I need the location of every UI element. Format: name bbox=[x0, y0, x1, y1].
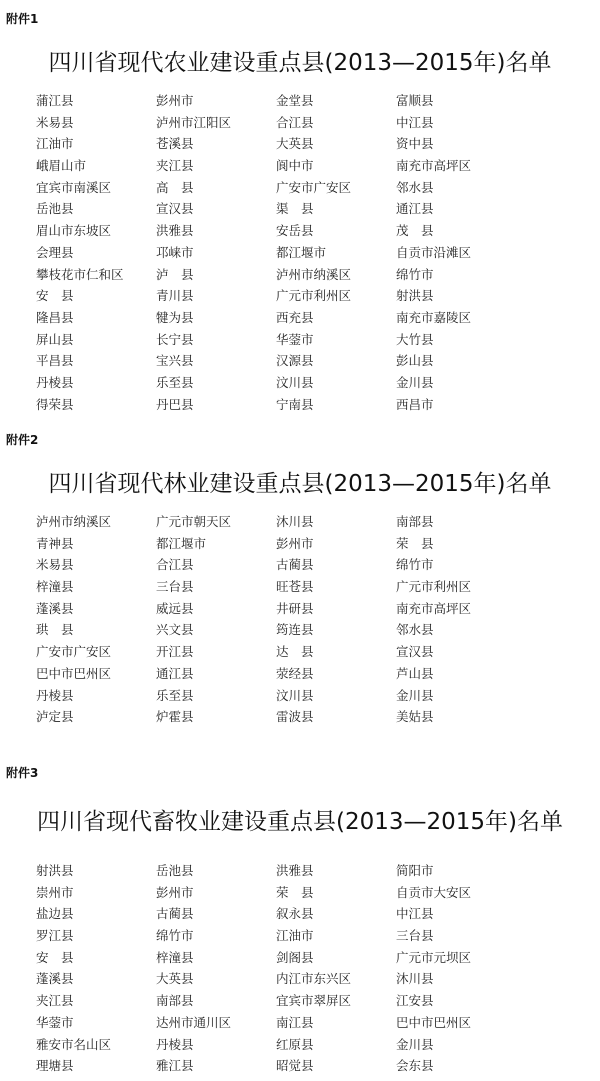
county-name: 大英县 bbox=[156, 971, 194, 987]
county-name: 泸州市纳溪区 bbox=[276, 266, 352, 282]
county-name: 南部县 bbox=[396, 514, 434, 529]
county-name: 射洪县 bbox=[396, 288, 434, 304]
county-name: 隆昌县 bbox=[36, 309, 74, 325]
county-name: 旺苍县 bbox=[276, 579, 314, 595]
list-row bbox=[36, 90, 596, 112]
county-name: 梓潼县 bbox=[156, 949, 194, 965]
county-name: 中江县 bbox=[396, 114, 434, 130]
attachment-label: 附件2 bbox=[6, 433, 39, 447]
county-name: 南部县 bbox=[156, 993, 194, 1009]
county-name: 富顺县 bbox=[396, 93, 434, 108]
county-name: 都江堰市 bbox=[276, 244, 327, 260]
county-name: 丹棱县 bbox=[156, 1036, 194, 1052]
county-name: 自贡市沿滩区 bbox=[396, 244, 472, 260]
county-name: 青神县 bbox=[36, 535, 74, 551]
county-name: 泸 县 bbox=[156, 266, 194, 282]
list-row bbox=[36, 264, 596, 286]
county-name: 威远县 bbox=[156, 600, 194, 616]
county-name: 丹棱县 bbox=[36, 687, 74, 703]
list-row bbox=[36, 112, 596, 134]
list-row bbox=[36, 685, 596, 707]
list-row bbox=[36, 925, 596, 947]
county-name: 岳池县 bbox=[156, 863, 194, 878]
county-name: 井研县 bbox=[276, 600, 314, 616]
county-name: 珙 县 bbox=[36, 622, 74, 638]
county-name: 通江县 bbox=[156, 665, 194, 681]
county-name: 洪雅县 bbox=[276, 863, 314, 878]
county-name: 达州市通川区 bbox=[156, 1014, 232, 1030]
attachment-label: 附件1 bbox=[6, 12, 39, 26]
county-name: 屏山县 bbox=[36, 331, 74, 347]
county-name: 绵竹市 bbox=[396, 266, 434, 282]
county-name: 宜宾市翠屏区 bbox=[276, 993, 352, 1009]
county-name: 西昌市 bbox=[396, 396, 434, 412]
county-name: 崇州市 bbox=[36, 884, 74, 900]
county-list bbox=[36, 860, 596, 1077]
list-row bbox=[36, 554, 596, 576]
county-name: 南江县 bbox=[276, 1014, 314, 1030]
county-name: 大竹县 bbox=[396, 331, 434, 347]
county-name: 广元市利州区 bbox=[396, 579, 472, 595]
county-name: 金堂县 bbox=[276, 93, 314, 108]
county-name: 泸州市江阳区 bbox=[156, 114, 232, 130]
county-name: 南充市嘉陵区 bbox=[396, 309, 472, 325]
county-name: 金川县 bbox=[396, 374, 434, 390]
county-name: 昭觉县 bbox=[276, 1058, 314, 1074]
county-name: 夹江县 bbox=[156, 158, 194, 174]
county-name: 江油市 bbox=[36, 136, 74, 152]
county-name: 乐至县 bbox=[156, 687, 194, 703]
county-name: 汶川县 bbox=[276, 374, 314, 390]
county-name: 南充市高坪区 bbox=[396, 600, 472, 616]
section-title: 四川省现代林业建设重点县(2013—2015年)名单 bbox=[48, 471, 552, 497]
list-row bbox=[36, 242, 596, 264]
county-name: 资中县 bbox=[396, 136, 434, 152]
list-row bbox=[36, 307, 596, 329]
county-name: 简阳市 bbox=[396, 863, 434, 878]
county-name: 开江县 bbox=[156, 644, 194, 660]
list-row bbox=[36, 198, 596, 220]
county-name: 筠连县 bbox=[276, 622, 314, 638]
county-name: 峨眉山市 bbox=[36, 158, 87, 174]
county-name: 绵竹市 bbox=[156, 928, 194, 944]
county-name: 高 县 bbox=[156, 179, 194, 195]
county-name: 洪雅县 bbox=[156, 223, 194, 239]
county-name: 阆中市 bbox=[276, 158, 314, 174]
county-name: 广安市广安区 bbox=[276, 179, 352, 195]
county-name: 广安市广安区 bbox=[36, 644, 112, 660]
county-name: 华蓥市 bbox=[276, 331, 314, 347]
list-row bbox=[36, 576, 596, 598]
county-name: 美姑县 bbox=[396, 709, 434, 725]
county-name: 岳池县 bbox=[36, 201, 74, 217]
county-name: 渠 县 bbox=[276, 201, 314, 217]
list-row bbox=[36, 350, 596, 372]
county-name: 江安县 bbox=[396, 993, 434, 1009]
list-row bbox=[36, 177, 596, 199]
county-name: 剑阁县 bbox=[276, 949, 314, 965]
county-name: 彭山县 bbox=[396, 353, 434, 369]
county-name: 巴中市巴州区 bbox=[396, 1014, 472, 1030]
county-name: 安 县 bbox=[36, 288, 74, 304]
list-row bbox=[36, 220, 596, 242]
county-name: 罗江县 bbox=[36, 928, 74, 944]
attachment-label: 附件3 bbox=[6, 766, 39, 780]
county-name: 南充市高坪区 bbox=[396, 158, 472, 174]
county-name: 绵竹市 bbox=[396, 557, 434, 573]
county-name: 彭州市 bbox=[156, 93, 194, 108]
list-row bbox=[36, 394, 596, 416]
county-name: 平昌县 bbox=[36, 353, 74, 369]
list-row bbox=[36, 155, 596, 177]
county-name: 金川县 bbox=[396, 687, 434, 703]
county-name: 广元市利州区 bbox=[276, 288, 352, 304]
county-name: 古蔺县 bbox=[156, 906, 194, 922]
list-row bbox=[36, 882, 596, 904]
list-row bbox=[36, 641, 596, 663]
county-name: 宁南县 bbox=[276, 396, 314, 412]
list-row bbox=[36, 285, 596, 307]
list-row bbox=[36, 860, 596, 882]
county-name: 金川县 bbox=[396, 1036, 434, 1052]
county-name: 会东县 bbox=[396, 1058, 434, 1074]
list-row bbox=[36, 598, 596, 620]
list-row bbox=[36, 372, 596, 394]
list-row bbox=[36, 1055, 596, 1077]
county-name: 会理县 bbox=[36, 244, 74, 260]
county-name: 古蔺县 bbox=[276, 557, 314, 573]
county-name: 江油市 bbox=[276, 928, 314, 944]
county-name: 泸州市纳溪区 bbox=[36, 514, 112, 529]
county-name: 眉山市东坡区 bbox=[36, 223, 112, 239]
county-name: 内江市东兴区 bbox=[276, 971, 352, 987]
county-name: 蒲江县 bbox=[36, 93, 74, 108]
county-name: 广元市元坝区 bbox=[396, 949, 472, 965]
county-name: 雷波县 bbox=[276, 709, 314, 725]
list-row bbox=[36, 511, 596, 533]
county-name: 荣 县 bbox=[276, 884, 314, 900]
county-name: 芦山县 bbox=[396, 665, 434, 681]
list-row bbox=[36, 533, 596, 555]
county-name: 青川县 bbox=[156, 288, 194, 304]
county-name: 合江县 bbox=[156, 557, 194, 573]
county-name: 中江县 bbox=[396, 906, 434, 922]
list-row bbox=[36, 329, 596, 351]
county-name: 米易县 bbox=[36, 557, 74, 573]
county-name: 蓬溪县 bbox=[36, 971, 74, 987]
section-title: 四川省现代畜牧业建设重点县(2013—2015年)名单 bbox=[36, 809, 563, 835]
county-name: 攀枝花市仁和区 bbox=[36, 266, 124, 282]
list-row bbox=[36, 619, 596, 641]
county-name: 炉霍县 bbox=[156, 709, 194, 725]
county-name: 西充县 bbox=[276, 309, 314, 325]
county-name: 丹棱县 bbox=[36, 374, 74, 390]
list-row bbox=[36, 947, 596, 969]
county-name: 得荣县 bbox=[36, 396, 74, 412]
county-name: 彭州市 bbox=[156, 884, 194, 900]
county-name: 沐川县 bbox=[396, 971, 434, 987]
county-name: 邻水县 bbox=[396, 179, 434, 195]
county-name: 叙永县 bbox=[276, 906, 314, 922]
county-name: 沐川县 bbox=[276, 514, 314, 529]
list-row bbox=[36, 1012, 596, 1034]
county-name: 米易县 bbox=[36, 114, 74, 130]
county-name: 三台县 bbox=[396, 928, 434, 944]
county-name: 丹巴县 bbox=[156, 396, 194, 412]
county-name: 苍溪县 bbox=[156, 136, 194, 152]
list-row bbox=[36, 990, 596, 1012]
list-row bbox=[36, 133, 596, 155]
county-name: 雅江县 bbox=[156, 1058, 194, 1074]
county-list bbox=[36, 90, 596, 415]
list-row bbox=[36, 903, 596, 925]
list-row bbox=[36, 1034, 596, 1056]
county-list bbox=[36, 511, 596, 728]
county-name: 盐边县 bbox=[36, 906, 74, 922]
county-name: 安岳县 bbox=[276, 223, 314, 239]
county-name: 都江堰市 bbox=[156, 535, 207, 551]
county-name: 自贡市大安区 bbox=[396, 884, 472, 900]
county-name: 合江县 bbox=[276, 114, 314, 130]
county-name: 茂 县 bbox=[396, 223, 434, 239]
county-name: 三台县 bbox=[156, 579, 194, 595]
list-row bbox=[36, 706, 596, 728]
list-row bbox=[36, 663, 596, 685]
county-name: 荣 县 bbox=[396, 535, 434, 551]
county-name: 红原县 bbox=[276, 1036, 314, 1052]
county-name: 宣汉县 bbox=[156, 201, 194, 217]
county-name: 汶川县 bbox=[276, 687, 314, 703]
county-name: 泸定县 bbox=[36, 709, 74, 725]
section-title: 四川省现代农业建设重点县(2013—2015年)名单 bbox=[48, 50, 552, 76]
county-name: 达 县 bbox=[276, 644, 314, 660]
county-name: 邛崃市 bbox=[156, 244, 194, 260]
county-name: 巴中市巴州区 bbox=[36, 665, 112, 681]
county-name: 荥经县 bbox=[276, 665, 314, 681]
county-name: 夹江县 bbox=[36, 993, 74, 1009]
county-name: 邻水县 bbox=[396, 622, 434, 638]
county-name: 理塘县 bbox=[36, 1058, 74, 1074]
county-name: 射洪县 bbox=[36, 863, 74, 878]
county-name: 兴文县 bbox=[156, 622, 194, 638]
county-name: 长宁县 bbox=[156, 331, 194, 347]
county-name: 梓潼县 bbox=[36, 579, 74, 595]
county-name: 安 县 bbox=[36, 949, 74, 965]
county-name: 汉源县 bbox=[276, 353, 314, 369]
county-name: 犍为县 bbox=[156, 309, 194, 325]
county-name: 宝兴县 bbox=[156, 353, 194, 369]
list-row bbox=[36, 968, 596, 990]
county-name: 华蓥市 bbox=[36, 1014, 74, 1030]
county-name: 蓬溪县 bbox=[36, 600, 74, 616]
county-name: 彭州市 bbox=[276, 535, 314, 551]
county-name: 乐至县 bbox=[156, 374, 194, 390]
county-name: 雅安市名山区 bbox=[36, 1036, 112, 1052]
county-name: 宣汉县 bbox=[396, 644, 434, 660]
county-name: 通江县 bbox=[396, 201, 434, 217]
county-name: 宜宾市南溪区 bbox=[36, 179, 112, 195]
county-name: 广元市朝天区 bbox=[156, 514, 232, 529]
county-name: 大英县 bbox=[276, 136, 314, 152]
